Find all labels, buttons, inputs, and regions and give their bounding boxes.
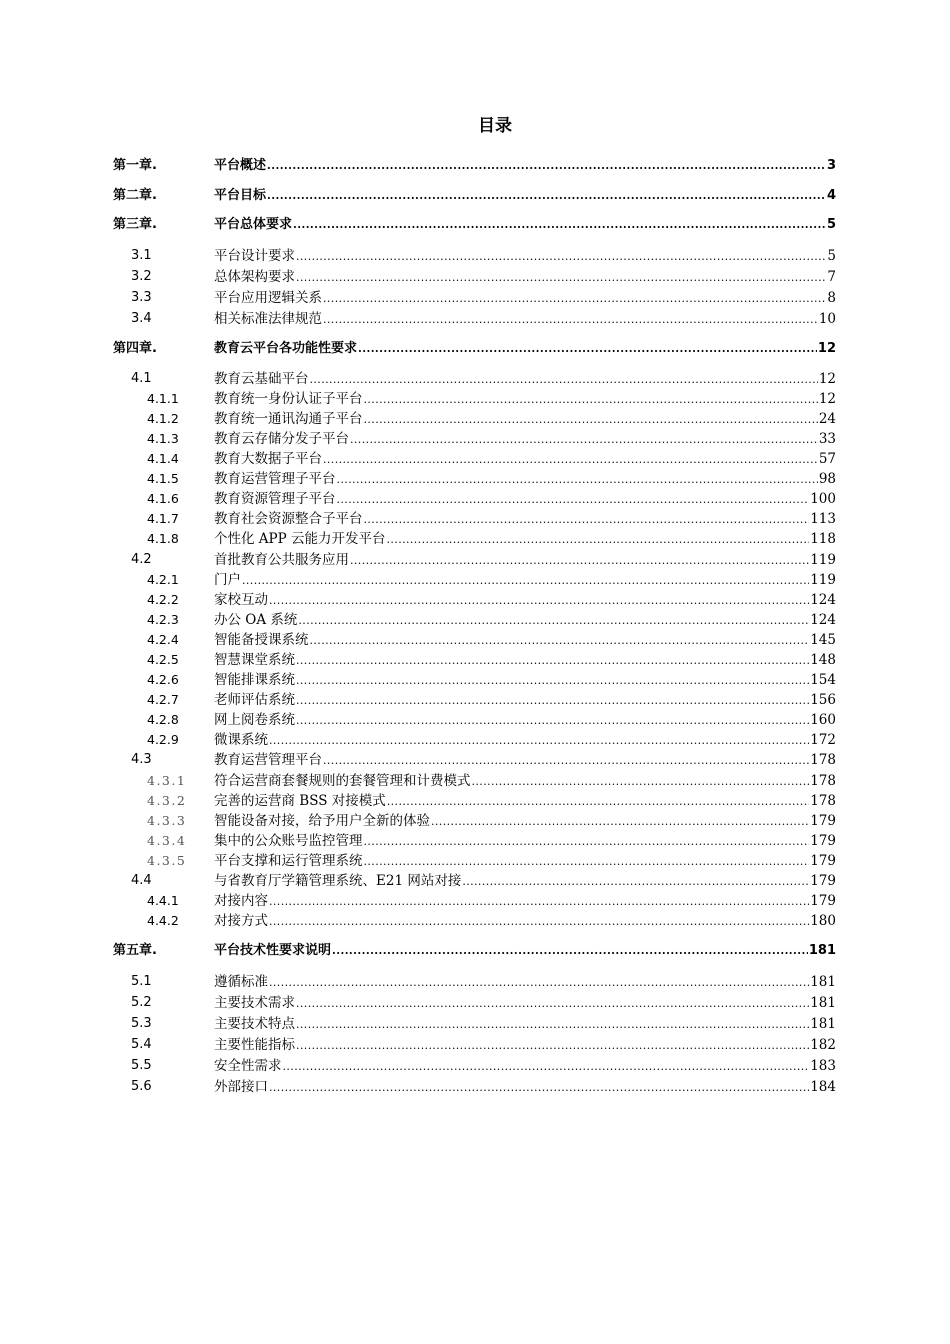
toc-entry[interactable] — [0, 911, 950, 931]
toc-entry[interactable] — [0, 489, 950, 509]
toc-entry[interactable] — [0, 972, 950, 992]
toc-entry-page-number: 148 — [810, 652, 836, 668]
toc-entry-number: 3.3 — [131, 290, 152, 305]
dot-leader — [337, 490, 810, 510]
toc-entry-number: 4.4.1 — [147, 893, 179, 908]
toc-entry-number: 3.1 — [131, 248, 152, 263]
dot-leader — [296, 651, 809, 671]
dot-leader — [310, 370, 818, 390]
toc-entry-number: 4.2 — [131, 552, 152, 567]
toc-entry-number: 第五章. — [113, 943, 157, 958]
toc-entry-number: 4.1.4 — [147, 451, 179, 466]
toc-entry-page-number: 12 — [818, 391, 836, 407]
dot-leader — [269, 591, 809, 611]
toc-entry-line — [214, 1056, 836, 1076]
toc-entry-line — [214, 449, 836, 469]
toc-entry[interactable] — [0, 309, 950, 329]
toc-entry-page-number: 181 — [810, 1016, 836, 1032]
dot-leader — [323, 310, 818, 330]
toc-entry[interactable] — [0, 1014, 950, 1034]
toc-entry-page-number: 124 — [810, 612, 836, 628]
toc-entry-number: 4.3.3 — [147, 813, 187, 828]
toc-entry-number: 4.1.5 — [147, 471, 179, 486]
toc-entry-page-number: 178 — [810, 793, 836, 809]
dot-leader — [387, 530, 810, 550]
toc-entry-page-number: 179 — [810, 813, 836, 829]
dot-leader — [296, 1015, 809, 1035]
toc-entry-number: 4.2.9 — [147, 732, 179, 747]
toc-entry[interactable] — [0, 650, 950, 670]
toc-entry-line — [214, 509, 836, 529]
dot-leader — [269, 1078, 809, 1098]
dot-leader — [296, 247, 826, 267]
toc-entry-page-number: 183 — [810, 1058, 836, 1074]
toc-entry-line — [214, 941, 836, 961]
toc-entry-number: 4.1 — [131, 371, 152, 386]
dot-leader — [332, 941, 808, 961]
toc-entry-title: 家校互动 — [214, 592, 268, 608]
toc-entry-title: 相关标准法律规范 — [214, 311, 322, 327]
toc-entry-title: 对接内容 — [214, 893, 268, 909]
toc-entry-line — [214, 911, 836, 931]
toc-entry[interactable] — [0, 831, 950, 851]
toc-entry[interactable] — [0, 449, 950, 469]
toc-entry[interactable] — [0, 771, 950, 791]
toc-entry-line — [214, 429, 836, 449]
dot-leader — [431, 812, 809, 832]
toc-entry-page-number: 172 — [810, 732, 836, 748]
toc-entry-title: 智能备授课系统 — [214, 632, 309, 648]
toc-entry-line — [214, 730, 836, 750]
toc-entry-title: 门户 — [214, 572, 241, 588]
toc-entry-title: 完善的运营商 BSS 对接模式 — [214, 793, 386, 809]
toc-entry-number: 4.4 — [131, 873, 152, 888]
toc-entry-page-number: 3 — [826, 158, 836, 173]
toc-entry[interactable] — [0, 369, 950, 389]
dot-leader — [350, 551, 809, 571]
toc-entry-line — [214, 972, 836, 992]
toc-entry[interactable] — [0, 690, 950, 710]
toc-entry-number: 4.1.7 — [147, 511, 179, 526]
toc-entry[interactable] — [0, 993, 950, 1013]
toc-entry-page-number: 12 — [817, 341, 836, 356]
toc-entry-number: 4.2.4 — [147, 632, 179, 647]
toc-entry-line — [214, 267, 836, 287]
dot-leader — [364, 852, 810, 872]
toc-entry-line — [214, 469, 836, 489]
toc-entry-title: 主要性能指标 — [214, 1037, 295, 1053]
dot-leader — [267, 186, 826, 206]
toc-entry-title: 教育运营管理平台 — [214, 752, 322, 768]
toc-entry-line — [214, 993, 836, 1013]
toc-entry-line — [214, 811, 836, 831]
dot-leader — [323, 450, 818, 470]
toc-title: 目录 — [478, 116, 512, 136]
toc-entry-line — [214, 156, 836, 176]
toc-entry-page-number: 178 — [810, 773, 836, 789]
toc-entry-number: 4.3.2 — [147, 793, 187, 808]
dot-leader — [364, 832, 810, 852]
toc-entry-page-number: 4 — [826, 188, 836, 203]
toc-entry-number: 4.2.6 — [147, 672, 179, 687]
toc-entry-number: 4.1.2 — [147, 411, 179, 426]
toc-entry[interactable] — [0, 1056, 950, 1076]
toc-entry-number: 4.2.1 — [147, 572, 179, 587]
toc-entry-title: 智能设备对接，给予用户全新的体验 — [214, 813, 430, 829]
dot-leader — [296, 994, 809, 1014]
toc-entry-line — [214, 288, 836, 308]
toc-entry-number: 4.3.5 — [147, 853, 187, 868]
toc-entry[interactable] — [0, 246, 950, 266]
toc-entry-page-number: 8 — [827, 290, 836, 306]
dot-leader — [364, 510, 810, 530]
dot-leader — [337, 470, 818, 490]
toc-entry-page-number: 5 — [827, 248, 836, 264]
dot-leader — [462, 872, 809, 892]
dot-leader — [267, 156, 826, 176]
toc-entry-number: 4.3.4 — [147, 833, 187, 848]
toc-entry[interactable] — [0, 267, 950, 287]
toc-entry-line — [214, 215, 836, 235]
toc-entry-page-number: 154 — [810, 672, 836, 688]
dot-leader — [296, 691, 809, 711]
toc-entry-line — [214, 851, 836, 871]
toc-entry-line — [214, 710, 836, 730]
dot-leader — [364, 410, 818, 430]
toc-entry-line — [214, 409, 836, 429]
toc-entry-number: 5.2 — [131, 995, 152, 1010]
toc-entry-line — [214, 529, 836, 549]
toc-entry-page-number: 181 — [810, 974, 836, 990]
toc-entry-title: 教育资源管理子平台 — [214, 491, 336, 507]
dot-leader — [298, 611, 809, 631]
toc-entry-number: 5.1 — [131, 974, 152, 989]
toc-entry-page-number: 57 — [818, 451, 836, 467]
toc-entry[interactable] — [0, 630, 950, 650]
dot-leader — [387, 792, 809, 812]
toc-entry-page-number: 178 — [810, 752, 836, 768]
toc-entry-title: 对接方式 — [214, 913, 268, 929]
toc-entry-title: 教育运营管理子平台 — [214, 471, 336, 487]
toc-entry[interactable] — [0, 156, 950, 176]
toc-entry-number: 5.4 — [131, 1037, 152, 1052]
toc-entry-line — [214, 771, 836, 791]
toc-entry-number: 4.1.3 — [147, 431, 179, 446]
toc-entry-title: 平台技术性要求说明 — [214, 943, 332, 958]
toc-entry-number: 4.4.2 — [147, 913, 179, 928]
dot-leader — [283, 1057, 810, 1077]
toc-entry-number: 4.1.6 — [147, 491, 179, 506]
dot-leader — [269, 892, 809, 912]
toc-entry-line — [214, 791, 836, 811]
toc-entry-number: 4.3 — [131, 752, 152, 767]
toc-entry-title: 教育云平台各功能性要求 — [214, 341, 358, 356]
toc-entry-number: 4.2.3 — [147, 612, 179, 627]
toc-entry-page-number: 24 — [818, 411, 836, 427]
toc-entry[interactable] — [0, 529, 950, 549]
toc-entry[interactable] — [0, 610, 950, 630]
toc-entry-line — [214, 1035, 836, 1055]
dot-leader — [364, 390, 818, 410]
toc-entry-page-number: 179 — [810, 853, 836, 869]
toc-entry-page-number: 181 — [808, 943, 836, 958]
dot-leader — [323, 289, 826, 309]
toc-entry-page-number: 181 — [810, 995, 836, 1011]
toc-entry-title: 教育社会资源整合子平台 — [214, 511, 363, 527]
toc-entry-page-number: 100 — [810, 491, 836, 507]
toc-entry-title: 与省教育厅学籍管理系统、E21 网站对接 — [214, 873, 462, 889]
toc-entry-title: 网上阅卷系统 — [214, 712, 295, 728]
dot-leader — [269, 973, 809, 993]
toc-entry-page-number: 179 — [810, 873, 836, 889]
toc-entry-title: 主要技术需求 — [214, 995, 295, 1011]
toc-entry-line — [214, 590, 836, 610]
toc-entry-title: 主要技术特点 — [214, 1016, 295, 1032]
toc-entry[interactable] — [0, 1077, 950, 1097]
toc-entry-line — [214, 891, 836, 911]
toc-entry[interactable] — [0, 670, 950, 690]
toc-entry-title: 平台概述 — [214, 158, 267, 173]
toc-entry-line — [214, 246, 836, 266]
toc-entry-line — [214, 610, 836, 630]
toc-entry-title: 外部接口 — [214, 1079, 268, 1095]
toc-entry-title: 教育大数据子平台 — [214, 451, 322, 467]
toc-entry-line — [214, 1014, 836, 1034]
toc-entry-line — [214, 389, 836, 409]
dot-leader — [242, 571, 809, 591]
toc-entry-number: 4.1.1 — [147, 391, 179, 406]
toc-entry-title: 老师评估系统 — [214, 692, 295, 708]
toc-entry-line — [214, 186, 836, 206]
toc-entry-number: 第四章. — [113, 341, 157, 356]
dot-leader — [296, 268, 826, 288]
dot-leader — [293, 215, 826, 235]
toc-entry-line — [214, 670, 836, 690]
toc-entry-page-number: 98 — [818, 471, 836, 487]
toc-entry-page-number: 118 — [810, 531, 836, 547]
toc-entry-title: 首批教育公共服务应用 — [214, 552, 349, 568]
toc-entry-title: 平台支撑和运行管理系统 — [214, 853, 363, 869]
toc-entry-line — [214, 871, 836, 891]
toc-entry[interactable] — [0, 871, 950, 891]
toc-entry-number: 4.1.8 — [147, 531, 179, 546]
dot-leader — [296, 711, 809, 731]
toc-entry-page-number: 179 — [810, 893, 836, 909]
toc-entry-page-number: 145 — [810, 632, 836, 648]
toc-entry-title: 微课系统 — [214, 732, 268, 748]
toc-entry-number: 5.6 — [131, 1079, 152, 1094]
toc-entry-page-number: 119 — [810, 552, 836, 568]
dot-leader — [350, 430, 818, 450]
toc-entry-number: 3.2 — [131, 269, 152, 284]
toc-entry-page-number: 182 — [810, 1037, 836, 1053]
toc-entry-number: 4.2.5 — [147, 652, 179, 667]
toc-entry[interactable] — [0, 429, 950, 449]
toc-entry-title: 教育云基础平台 — [214, 371, 309, 387]
toc-entry-title: 办公 OA 系统 — [214, 612, 298, 628]
toc-entry-number: 4.2.2 — [147, 592, 179, 607]
toc-entry-title: 集中的公众账号监控管理 — [214, 833, 363, 849]
toc-entry-page-number: 5 — [826, 217, 836, 232]
toc-entry-title: 遵循标准 — [214, 974, 268, 990]
toc-entry-page-number: 10 — [818, 311, 836, 327]
dot-leader — [472, 772, 810, 792]
toc-entry-title: 平台应用逻辑关系 — [214, 290, 322, 306]
toc-entry[interactable] — [0, 730, 950, 750]
toc-entry-page-number: 113 — [810, 511, 836, 527]
toc-entry-title: 教育统一身份认证子平台 — [214, 391, 363, 407]
toc-entry-line — [214, 630, 836, 650]
toc-entry[interactable] — [0, 389, 950, 409]
toc-entry[interactable] — [0, 339, 950, 359]
toc-entry-title: 平台设计要求 — [214, 248, 295, 264]
toc-entry-line — [214, 750, 836, 770]
toc-entry-title: 教育云存储分发子平台 — [214, 431, 349, 447]
toc-entry-line — [214, 570, 836, 590]
toc-entry-line — [214, 650, 836, 670]
toc-entry[interactable] — [0, 750, 950, 770]
toc-entry-number: 5.5 — [131, 1058, 152, 1073]
toc-entry-page-number: 156 — [810, 692, 836, 708]
toc-entry-page-number: 180 — [810, 913, 836, 929]
dot-leader — [269, 731, 809, 751]
toc-entry[interactable] — [0, 941, 950, 961]
toc-entry-page-number: 124 — [810, 592, 836, 608]
toc-entry[interactable] — [0, 811, 950, 831]
toc-entry[interactable] — [0, 288, 950, 308]
toc-entry[interactable] — [0, 215, 950, 235]
toc-entry-page-number: 33 — [818, 431, 836, 447]
dot-leader — [358, 339, 817, 359]
toc-entry[interactable] — [0, 186, 950, 206]
toc-entry[interactable] — [0, 1035, 950, 1055]
toc-entry-title: 平台目标 — [214, 188, 267, 203]
toc-entry-page-number: 184 — [810, 1079, 836, 1095]
toc-entry-number: 第二章. — [113, 188, 157, 203]
toc-entry-line — [214, 369, 836, 389]
toc-entry[interactable] — [0, 469, 950, 489]
toc-entry-title: 智能排课系统 — [214, 672, 295, 688]
toc-entry-line — [214, 690, 836, 710]
toc-entry-line — [214, 489, 836, 509]
toc-entry-line — [214, 550, 836, 570]
toc-entry-title: 智慧课堂系统 — [214, 652, 295, 668]
toc-entry[interactable] — [0, 409, 950, 429]
toc-entry-page-number: 160 — [810, 712, 836, 728]
toc-entry-number: 4.2.7 — [147, 692, 179, 707]
toc-entry-page-number: 119 — [810, 572, 836, 588]
dot-leader — [296, 671, 809, 691]
toc-entry[interactable] — [0, 570, 950, 590]
toc-entry-number: 5.3 — [131, 1016, 152, 1031]
toc-entry-title: 个性化 APP 云能力开发平台 — [214, 531, 386, 547]
toc-entry-title: 安全性需求 — [214, 1058, 282, 1074]
toc-entry-number: 第一章. — [113, 158, 157, 173]
toc-entry[interactable] — [0, 550, 950, 570]
toc-entry[interactable] — [0, 791, 950, 811]
dot-leader — [310, 631, 810, 651]
toc-entry[interactable] — [0, 710, 950, 730]
dot-leader — [296, 1036, 809, 1056]
toc-entry-title: 教育统一通讯沟通子平台 — [214, 411, 363, 427]
toc-entry-line — [214, 831, 836, 851]
toc-entry-number: 第三章. — [113, 217, 157, 232]
dot-leader — [323, 751, 809, 771]
toc-entry-title: 总体架构要求 — [214, 269, 295, 285]
toc-entry-line — [214, 1077, 836, 1097]
toc-entry-page-number: 179 — [810, 833, 836, 849]
toc-entry[interactable] — [0, 891, 950, 911]
toc-entry-line — [214, 339, 836, 359]
toc-entry-line — [214, 309, 836, 329]
toc-entry-title: 平台总体要求 — [214, 217, 293, 232]
toc-entry[interactable] — [0, 590, 950, 610]
toc-entry-page-number: 7 — [827, 269, 836, 285]
toc-entry-number: 3.4 — [131, 311, 152, 326]
toc-entry[interactable] — [0, 851, 950, 871]
dot-leader — [269, 912, 809, 932]
toc-entry[interactable] — [0, 509, 950, 529]
toc-entry-page-number: 12 — [818, 371, 836, 387]
toc-entry-title: 符合运营商套餐规则的套餐管理和计费模式 — [214, 773, 471, 789]
toc-entry-number: 4.2.8 — [147, 712, 179, 727]
toc-entry-number: 4.3.1 — [147, 773, 187, 788]
